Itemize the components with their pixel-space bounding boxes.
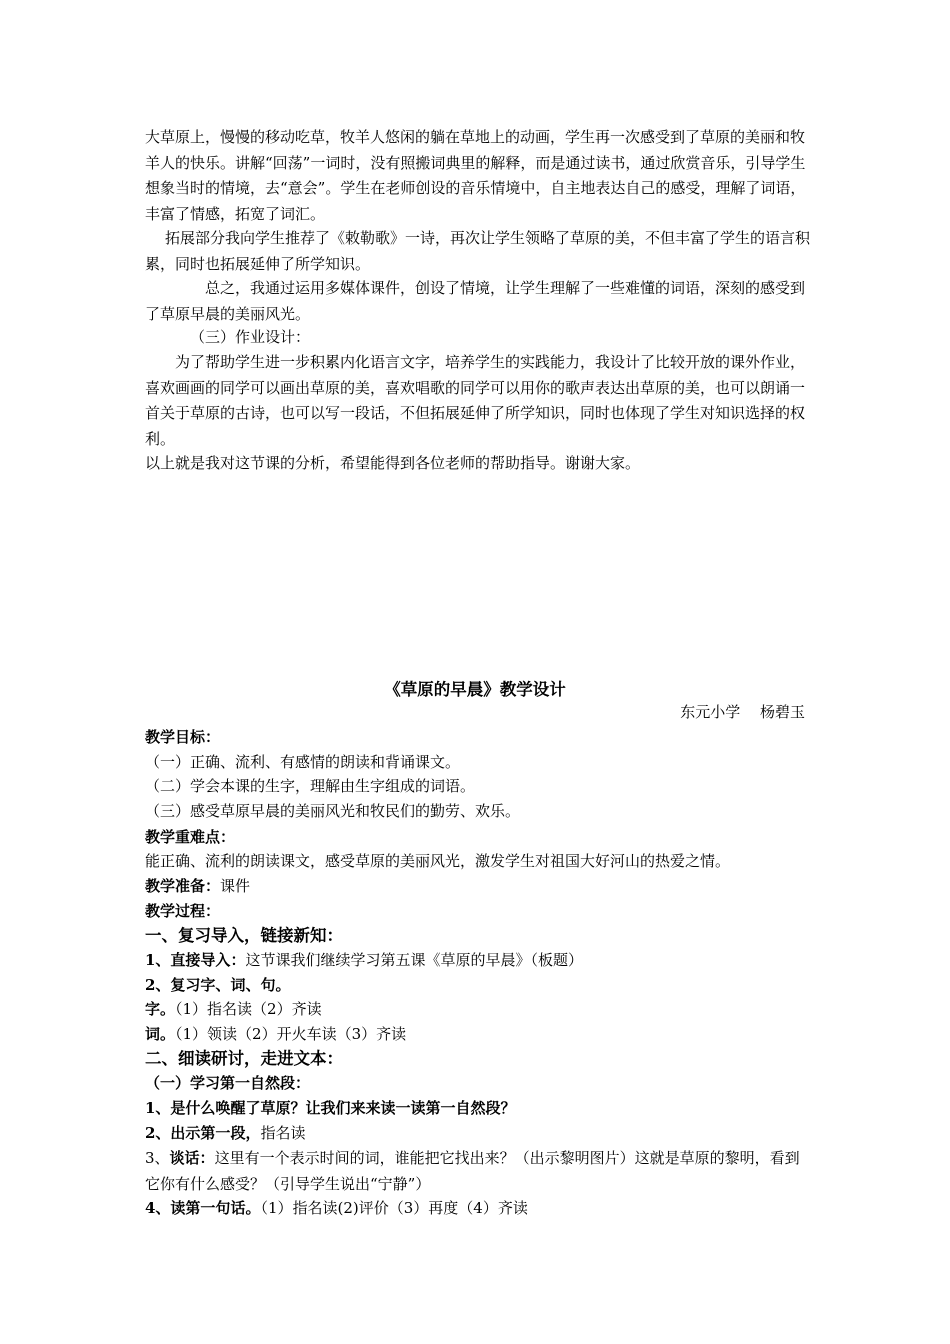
section-heading-homework: （三）作业设计： bbox=[190, 328, 311, 346]
ci-line bbox=[145, 1022, 810, 1048]
ci-text: （1）领读（2）开火车读（3）齐读 bbox=[175, 1025, 407, 1043]
paragraph-2: 拓展部分我向学生推荐了《敕勒歌》一诗，再次让学生领略了草原的美，不但丰富了学生的语言积累，同时也拓展延伸了所学知识。 bbox=[145, 229, 811, 273]
paragraph-3: 总之，我通过运用多媒体课件，创设了情境，让学生理解了一些难懂的词语，深刻的感受到了草原早晨的美丽风光。 bbox=[145, 279, 806, 323]
question-2-label: 2、出示第一段， bbox=[145, 1124, 261, 1142]
step-1-2: 2、复习字、词、句。 bbox=[145, 976, 291, 994]
step-1-1-text: 这节课我们继续学习第五课《草原的早晨》（板题） bbox=[245, 951, 583, 969]
goal-3: （三）感受草原早晨的美丽风光和牧民们的勤劳、欢乐。 bbox=[145, 802, 521, 820]
question-4 bbox=[145, 1196, 810, 1222]
goal-1: （一）正确、流利、有感情的朗读和背诵课文。 bbox=[145, 753, 461, 771]
question-1: 1、是什么唤醒了草原？让我们来来读一读第一自然段？ bbox=[145, 1099, 516, 1117]
paragraph-4: 为了帮助学生进一步积累内化语言文字，培养学生的实践能力，我设计了比较开放的课外作业，喜欢画画的同学可以画出草原的美，喜欢唱歌的同学可以用你的歌声表达出草原的美，也可以朗诵一首关于草原的古诗，也可以写一段话，不但拓展延伸了所学知识，同时也体现了学生对知识选择的权利。 bbox=[145, 353, 806, 448]
prep-value: 课件 bbox=[220, 877, 251, 895]
step-2-heading: 二、细读研讨，走进文本： bbox=[145, 1049, 343, 1068]
prep-label: 教学准备： bbox=[145, 877, 221, 895]
process-heading: 教学过程： bbox=[145, 902, 221, 920]
zi-line bbox=[145, 997, 810, 1023]
zi-text: （1）指名读（2）齐读 bbox=[175, 1000, 322, 1018]
question-4-label: 4、读第一句话。 bbox=[145, 1199, 261, 1217]
question-3-label: 谈话： bbox=[169, 1149, 215, 1167]
document-title: 《草原的早晨》教学设计 bbox=[384, 680, 566, 699]
ci-label: 词。 bbox=[145, 1025, 176, 1043]
question-2 bbox=[145, 1121, 810, 1147]
question-4-text: （1）指名读(2)评价（3）再度（4）齐读 bbox=[260, 1199, 528, 1217]
step-1-heading: 一、复习导入，链接新知： bbox=[145, 926, 343, 945]
question-3 bbox=[145, 1146, 810, 1197]
question-3-text: 这里有一个表示时间的词，谁能把它找出来？（出示黎明图片）这就是草原的黎明，看到它你有什么感受？（引导学生说出“宁静”） bbox=[145, 1149, 800, 1193]
author-line: 东元小学 杨碧玉 bbox=[680, 703, 805, 721]
keypoint-text: 能正确、流利的朗读课文，感受草原的美丽风光，激发学生对祖国大好河山的热爱之情。 bbox=[145, 852, 731, 870]
prep-line bbox=[145, 874, 810, 900]
goals-heading: 教学目标： bbox=[145, 728, 221, 746]
keypoint-heading: 教学重难点： bbox=[145, 828, 236, 846]
step-1-1 bbox=[145, 948, 810, 974]
zi-label: 字。 bbox=[145, 1000, 176, 1018]
question-2-text: 指名读 bbox=[260, 1124, 306, 1142]
paragraph-1: 大草原上，慢慢的移动吃草，牧羊人悠闲的躺在草地上的动画，学生再一次感受到了草原的美丽和牧羊人的快乐。讲解“回荡”一词时，没有照搬词典里的解释，而是通过读书，通过欣赏音乐，引导学生想象当时的情境，去“意会”。学生在老师创设的音乐情境中，自主地表达自己的感受，理解了词语，丰富了情感，拓宽了词汇。 bbox=[145, 128, 806, 223]
step-1-1-label: 1、直接导入： bbox=[145, 951, 246, 969]
closing-paragraph: 以上就是我对这节课的分析，希望能得到各位老师的帮助指导。谢谢大家。 bbox=[145, 454, 641, 472]
question-3-num: 3、 bbox=[145, 1149, 170, 1167]
sub-section-1: （一）学习第一自然段： bbox=[145, 1074, 311, 1092]
goal-2: （二）学会本课的生字，理解由生字组成的词语。 bbox=[145, 777, 476, 795]
